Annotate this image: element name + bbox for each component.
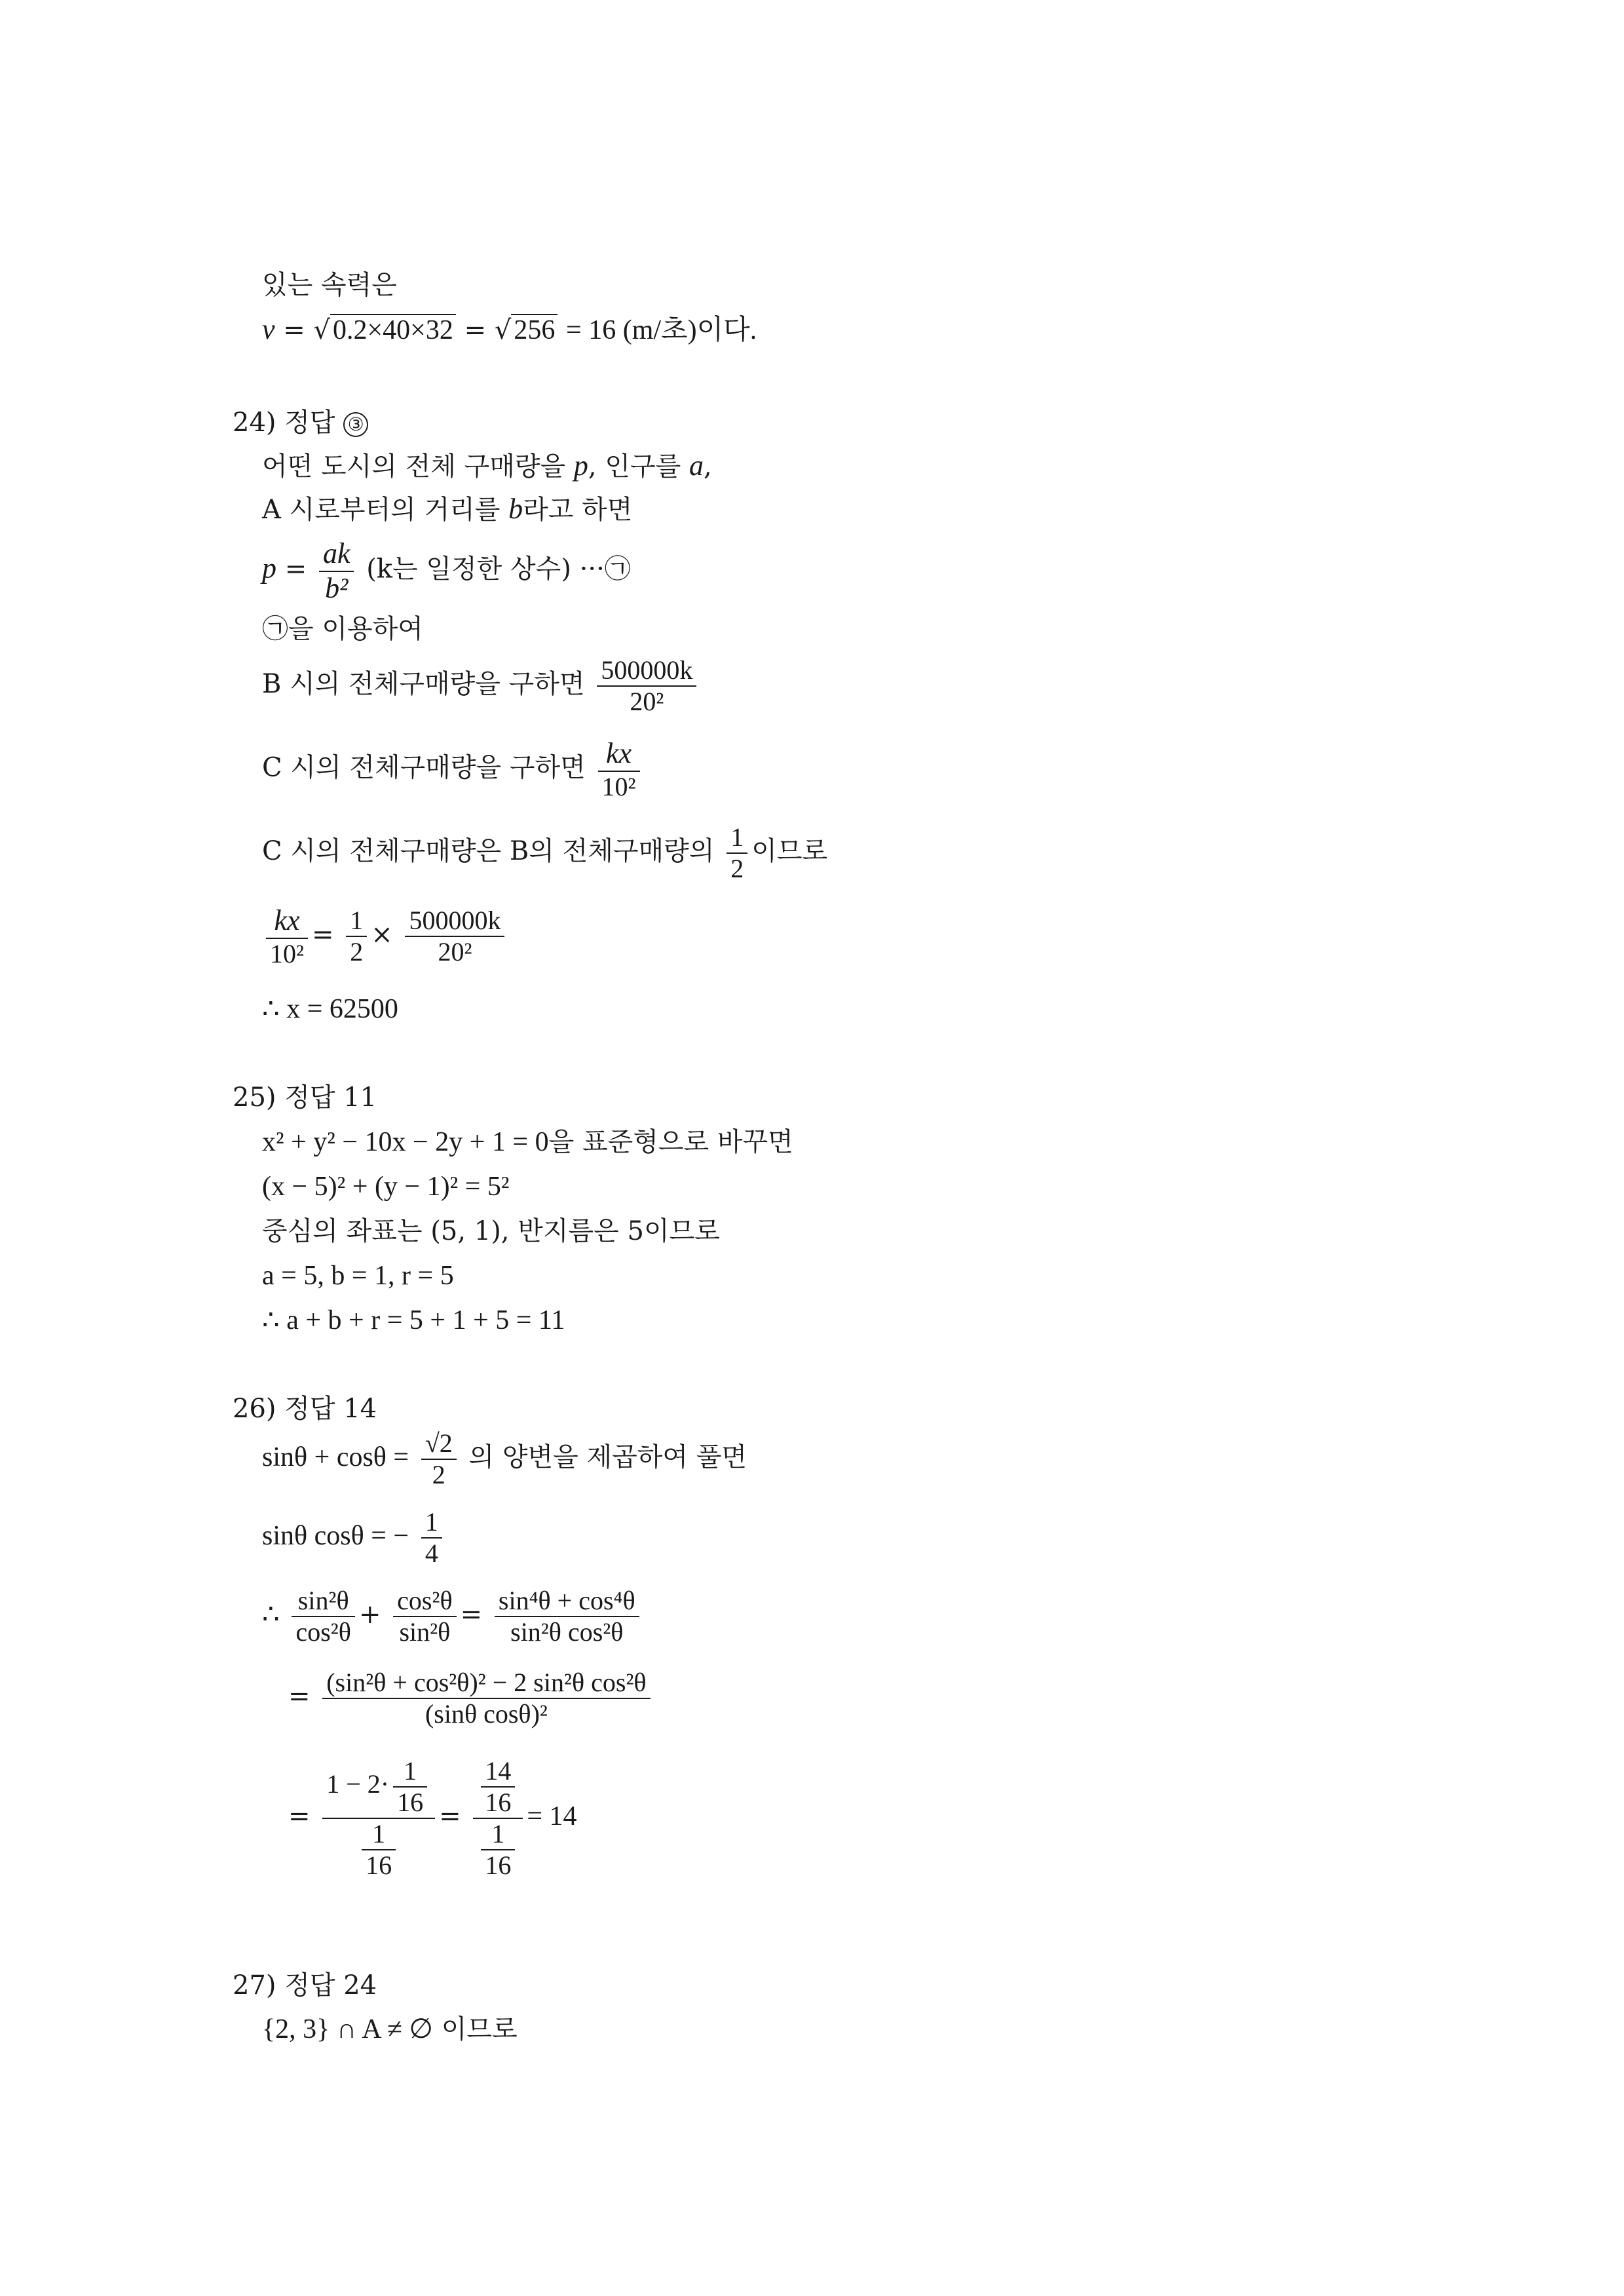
s26-line1: sinθ + cosθ = $\frac{√2}{2}$ 의 양변을 제곱하여 풀면 bbox=[262, 1428, 747, 1489]
s24-header: 24) 정답 ③ bbox=[233, 406, 368, 439]
s27-line1: {2, 3} ∩ A ≠ ∅ 이므로 bbox=[262, 2014, 518, 2044]
s24-line1: 어떤 도시의 전체 구매량을 p, 인구를 a, bbox=[262, 450, 712, 482]
s25-line2: (x − 5)² + (y − 1)² = 5² bbox=[262, 1172, 510, 1202]
s24-formula-p: p = $\frac{ak}{\text{b²}}$ (k는 일정한 상수) ···㉠ bbox=[262, 537, 631, 604]
s27-header: 27) 정답 24 bbox=[233, 1970, 377, 2000]
s24-line4: ㉠을 이용하여 bbox=[262, 614, 423, 644]
s25-line3: 중심의 좌표는 (5, 1), 반지름은 5이므로 bbox=[262, 1216, 720, 1246]
s25-line5: ∴ a + b + r = 5 + 1 + 5 = 11 bbox=[262, 1305, 565, 1335]
s24-line5: B 시의 전체구매량을 구하면 $\frac{500000k}{\text{20²}}$ bbox=[262, 655, 700, 717]
s25-line4: a = 5, b = 1, r = 5 bbox=[262, 1261, 454, 1291]
s26-line4: = $\frac{\text{(sin²θ + cos²θ)² − 2 sin²θ cos²θ}}{\text{(sinθ cosθ)²}}$ bbox=[288, 1668, 654, 1729]
s26-header: 26) 정답 14 bbox=[233, 1394, 377, 1424]
s24-line2: A 시로부터의 거리를 b라고 하면 bbox=[262, 493, 633, 525]
s23-line1: 있는 속력은 bbox=[262, 270, 397, 300]
s26-line2: sinθ cosθ = − $\frac{1}{4}$ bbox=[262, 1507, 446, 1569]
s24-line8-equation: $\frac{kx}{\text{10²}}$ = $\frac{1}{2}$ × $\frac{500000k}{\text{20²}}$ bbox=[262, 904, 508, 969]
s23-velocity-equation: v = √0.2×40×32 = √256 = 16 (m/초)이다. bbox=[262, 313, 757, 345]
s26-line5: = 1 − 2· $\frac{1}{16}$ $\frac{1}{16}$ = $\frac{\frac{14}{16}}{\frac{1}{16}}$ = 14 bbox=[288, 1756, 577, 1880]
s24-result: ∴ x = 62500 bbox=[262, 994, 398, 1024]
s25-line1: x² + y² − 10x − 2y + 1 = 0을 표준형으로 바꾸면 bbox=[262, 1127, 793, 1157]
s25-header: 25) 정답 11 bbox=[233, 1082, 377, 1113]
s24-line7: C 시의 전체구매량은 B의 전체구매량의 $\frac{1}{2}$ 이므로 bbox=[262, 822, 828, 883]
s26-line3: ∴ $\frac{\text{sin²θ}}{\text{cos²θ}}$ + $\frac{\text{cos²θ}}{\text{sin²θ}}$ = $\frac{\text{sin⁴θ + cos⁴θ}}{\text{sin²θ cos²θ}}$ bbox=[262, 1586, 643, 1647]
s24-line6: C 시의 전체구매량을 구하면 $\frac{kx}{\text{10²}}$ bbox=[262, 737, 644, 802]
